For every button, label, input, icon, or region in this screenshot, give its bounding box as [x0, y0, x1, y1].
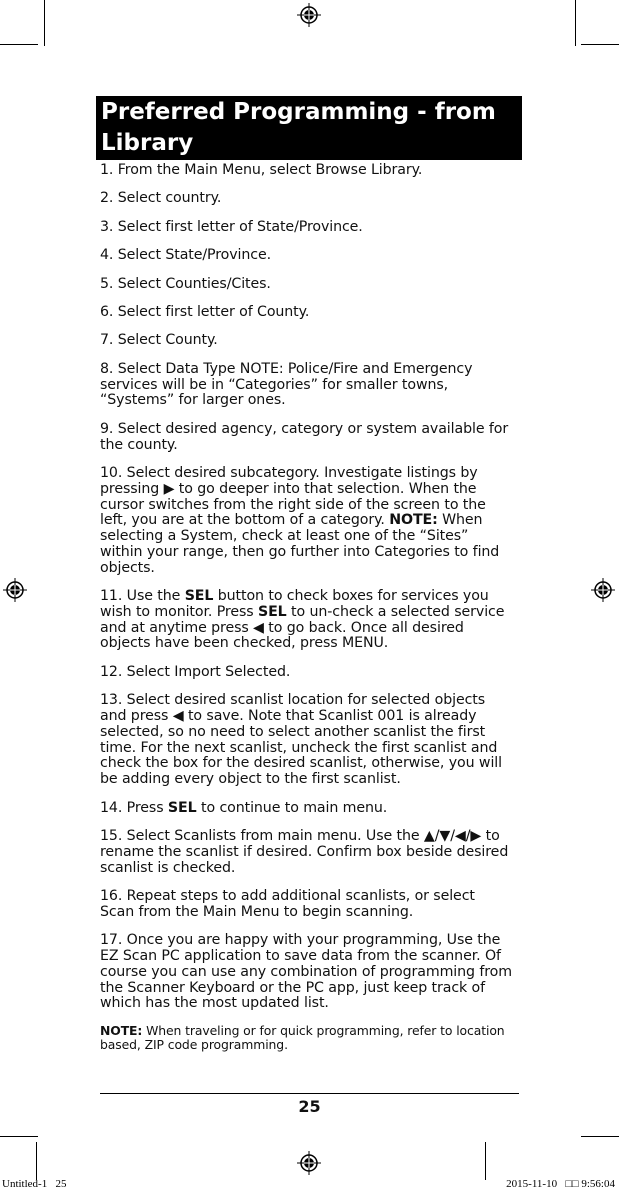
text: 13. Select desired scanlist location for selected objects and press ◀ to save. Note that Scanlist 001 is already selected, so no need to select another scanlist the first time. For the next scanlist, uncheck the first scanlist and check the box for the desired scanlist, otherwise, you will be adding every object to the first scanlist.: [100, 692, 502, 788]
text: 14. Press: [100, 799, 168, 816]
bold-text: SEL: [257, 603, 287, 620]
registration-mark-icon: [296, 1150, 322, 1176]
step-9: [100, 422, 512, 454]
text: 17. Once you are happy with your programming, Use the EZ Scan PC application to save data from the scanner. Of course you can use any combination of programming from the Scanner Keyboard or the PC app, just keep track of which has the most updated list.: [100, 932, 512, 1012]
registration-mark-icon: [2, 577, 28, 603]
bold-text: NOTE:: [389, 512, 438, 529]
step-5: [100, 277, 512, 293]
crop-mark: [0, 44, 38, 45]
text: 12. Select Import Selected.: [100, 663, 291, 680]
text: When traveling or for quick programming, refer to location based, ZIP code programming.: [100, 1022, 505, 1052]
bold-text: SEL: [167, 799, 197, 816]
page-number: 25: [298, 1097, 321, 1116]
step-10: [100, 466, 512, 577]
step-15: [100, 829, 512, 876]
step-2: [100, 191, 512, 207]
text: 3. Select first letter of State/Province.: [100, 218, 363, 235]
step-17: [100, 933, 512, 1012]
step-11: [100, 589, 512, 652]
crop-mark: [485, 1142, 486, 1180]
step-8: [100, 362, 512, 409]
step-12: [100, 665, 512, 681]
text: 2. Select country.: [100, 190, 222, 207]
registration-mark-icon: [296, 2, 322, 28]
footer-rule: [100, 1093, 519, 1094]
registration-mark-icon: [590, 577, 616, 603]
bold-text: SEL: [184, 588, 214, 605]
text: 9. Select desired agency, category or system available for the county.: [100, 420, 509, 453]
text: 4. Select State/Province.: [100, 247, 272, 264]
text: 1. From the Main Menu, select Browse Library.: [100, 162, 423, 178]
text: 11. Use the: [100, 588, 185, 605]
text: 5. Select Counties/Cites.: [100, 275, 271, 292]
text: 16. Repeat steps to add additional scanlists, or select Scan from the Main Menu to begin scanning.: [100, 888, 475, 920]
step-13: [100, 693, 512, 788]
step-14: [100, 801, 512, 817]
note: [100, 1024, 512, 1052]
instructions: [100, 163, 512, 1064]
step-6: [100, 305, 512, 321]
text: 6. Select first letter of County.: [100, 303, 310, 320]
step-7: [100, 333, 512, 349]
slug-right: 2015-11-10 □□ 9:56:04: [506, 1178, 615, 1190]
step-4: [100, 248, 512, 264]
step-1: [100, 163, 512, 179]
text: 15. Select Scanlists from main menu. Use the ▲/▼/◀/▶ to rename the scanlist if desired. Confirm box beside desired scanlist is checked.: [100, 828, 509, 876]
text: 7. Select County.: [100, 332, 218, 349]
text: to un-check a selected service and at anytime press ◀ to go back. Once all desired objects have been checked, press MENU.: [100, 603, 505, 652]
text: 8. Select Data Type NOTE: Police/Fire and Emergency services will be in “Categories” for smaller towns, “Systems” for larger ones.: [100, 360, 473, 409]
crop-mark: [581, 1136, 619, 1137]
step-16: [100, 889, 512, 921]
text: to continue to main menu.: [196, 799, 388, 816]
text: 10. Select desired subcategory. Investigate listings by pressing ▶ to go deeper into that selection. When the cursor switches from the right side of the screen to the left, you are at the bottom of a category.: [100, 464, 486, 529]
crop-mark: [0, 1136, 38, 1137]
bold-text: NOTE:: [100, 1022, 143, 1038]
section-title: Preferred Programming - from Library: [96, 96, 522, 160]
slug-left: Untitled-1 25: [2, 1178, 67, 1190]
crop-mark: [575, 0, 576, 46]
text: button to check boxes for services you wish to monitor. Press: [100, 588, 489, 620]
crop-mark: [36, 1142, 37, 1180]
text: When selecting a System, check at least one of the “Sites” within your range, then go further into Categories to find objects.: [100, 512, 500, 576]
step-3: [100, 220, 512, 236]
crop-mark: [581, 44, 619, 45]
crop-mark: [44, 0, 45, 46]
